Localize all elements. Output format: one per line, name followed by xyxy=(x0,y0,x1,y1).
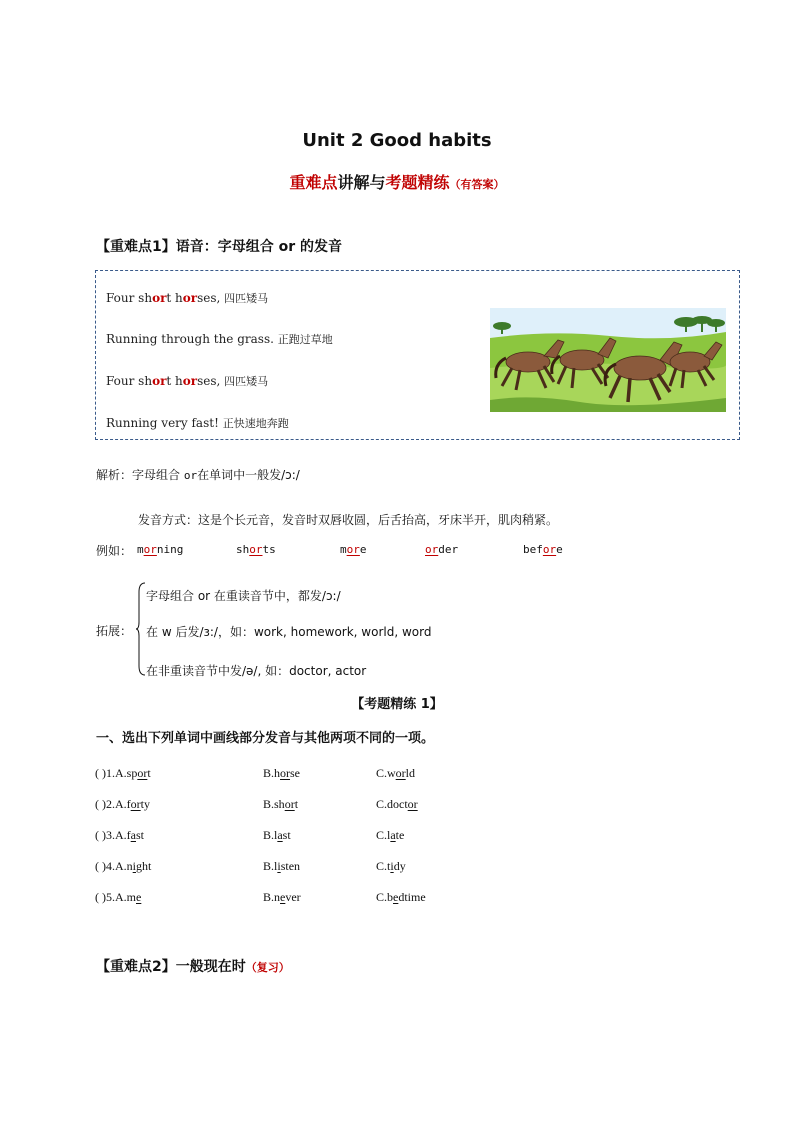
example-word: more xyxy=(340,543,367,556)
analysis-line xyxy=(96,466,300,483)
poem-text: ses, xyxy=(197,374,221,388)
answer-blank[interactable]: ( ) xyxy=(95,766,106,780)
examples-label: 例如： xyxy=(96,544,133,558)
answer-blank[interactable]: ( ) xyxy=(95,859,106,873)
section2-title: 【重难点2】一般现在时 xyxy=(96,959,246,975)
example-word: order xyxy=(425,543,459,556)
option-c: C.bedtime xyxy=(376,890,426,904)
question-row: ( )4.A.night xyxy=(95,859,152,873)
subtitle-note: （有答案） xyxy=(449,178,505,191)
poem-text: t h xyxy=(166,374,183,388)
question-row: ( )5.A.me xyxy=(95,890,142,904)
analysis-or: or xyxy=(183,469,198,482)
extension-line-3: 在非重读音节中发/ə/, 如：doctor, actor xyxy=(146,664,367,678)
poem-line-4 xyxy=(106,415,289,431)
option-b: B.never xyxy=(263,890,301,904)
poem-translation: 四匹矮马 xyxy=(224,375,269,388)
section2-note: （复习） xyxy=(245,961,290,974)
subtitle-black-1: 讲解与 xyxy=(337,173,386,192)
analysis-text: 在单词中一般发/ɔ:/ xyxy=(197,468,300,482)
page-title: Unit 2 Good habits xyxy=(302,130,492,151)
poem-text: ses, xyxy=(197,291,221,305)
option-b: B.listen xyxy=(263,859,301,873)
extension-line-2: 在 w 后发/ɜ:/，如：work, homework, world, word xyxy=(146,625,432,639)
poem-line-3 xyxy=(106,373,268,389)
example-word: shorts xyxy=(236,543,276,556)
poem-line-1 xyxy=(106,290,268,306)
example-word: before xyxy=(523,543,563,556)
poem-highlight: or xyxy=(182,291,198,305)
answer-blank[interactable]: ( ) xyxy=(95,797,106,811)
example-word: morning xyxy=(137,543,184,556)
question-row: ( )1.A.sport xyxy=(95,766,151,780)
poem-text: Four sh xyxy=(106,291,153,305)
subtitle-red-2: 考题精练 xyxy=(385,173,450,192)
poem-text: Running through the grass. xyxy=(106,332,274,346)
question-row: ( )2.A.forty xyxy=(95,797,151,811)
page-subtitle xyxy=(0,170,794,193)
section1-heading: 【重难点1】语音：字母组合 or 的发音 xyxy=(96,239,343,255)
analysis-label: 解析： xyxy=(96,468,133,482)
poem-highlight: or xyxy=(152,374,167,388)
poem-text: Four sh xyxy=(106,374,153,388)
poem-text: Running very fast! xyxy=(106,416,219,430)
poem-translation: 正快速地奔跑 xyxy=(222,417,289,430)
poem-highlight: or xyxy=(182,374,198,388)
answer-blank[interactable]: ( ) xyxy=(95,828,106,842)
poem-translation: 正跑过草地 xyxy=(277,333,333,346)
practice1-instruction: 一、选出下列单词中画线部分发音与其他两项不同的一项。 xyxy=(96,731,435,746)
option-c: C.tidy xyxy=(376,859,406,873)
option-b: B.horse xyxy=(263,766,301,780)
option-c: C.late xyxy=(376,828,405,842)
subtitle-red-1: 重难点 xyxy=(289,173,338,192)
option-c: C.doctor xyxy=(376,797,418,811)
extension-line-1: 字母组合 or 在重读音节中，都发/ɔ:/ xyxy=(146,589,341,603)
option-b: B.last xyxy=(263,828,291,842)
option-c: C.world xyxy=(376,766,416,780)
poem-translation: 四匹矮马 xyxy=(224,292,269,305)
poem-highlight: or xyxy=(152,291,167,305)
extension-label: 拓展： xyxy=(96,624,133,638)
section2-heading xyxy=(96,956,290,976)
option-b: B.short xyxy=(263,797,299,811)
question-row: ( )3.A.fast xyxy=(95,828,145,842)
practice1-heading: 【考题精练 1】 xyxy=(351,697,443,712)
answer-blank[interactable]: ( ) xyxy=(95,890,106,904)
brace-icon xyxy=(136,582,146,676)
pronunciation-method: 发音方式：这是个长元音，发音时双唇收圆，后舌抬高，牙床半开，肌肉稍紧。 xyxy=(138,513,559,527)
horses-illustration xyxy=(490,308,726,412)
poem-line-2 xyxy=(106,331,333,347)
poem-text: t h xyxy=(166,291,183,305)
analysis-text: 字母组合 xyxy=(132,468,181,482)
